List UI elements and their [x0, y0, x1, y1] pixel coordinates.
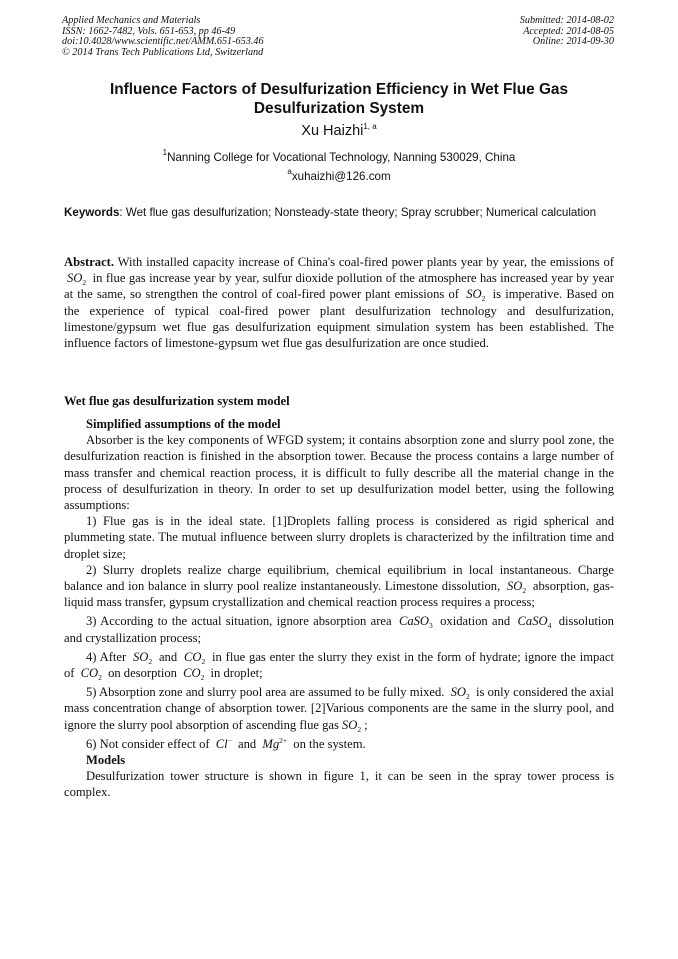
author [0, 123, 678, 139]
abstract [64, 254, 614, 351]
online-date: Online: 2014-09-30 [532, 36, 614, 48]
assumption-6: 6) Not consider effect of Cl− and $Mg^{2+}$ on the system. [86, 735, 366, 751]
assumption-4: 4) After $SO_2$ and $CO_2$ in flue gas enter the slurry they exist in the form of hydrate; ignore the impact of $CO_2$ on desorption $CO_2$ in droplet; [64, 649, 614, 683]
abstract-text-3: is imperative. Based on the experience of typical coal-fired power plant desulfurization technology and desulfurization, limestone/gypsum wet flue gas desulfurization equipment simulation system has been established. The influence factors of limestone-gypsum wet flue gas desulfurization are once studied. [64, 287, 614, 351]
assumption-3: 3) According to the actual situation, ignore absorption area CaSO$_3$ oxidation and CaSO$_4$ dissolution and crystallization process; [64, 614, 614, 645]
formula-so2: $SO_2$ [341, 717, 362, 734]
abstract-text-2: in flue gas increase year by year, sulfur dioxide pollution of the atmosphere has increased year by year at the same, so strengthen the control of coal-fired power plant emissions of [64, 271, 614, 302]
email [0, 167, 678, 183]
email-mark: a [287, 167, 292, 176]
assumption-2: 2) Slurry droplets realize charge equilibrium, chemical equilibrium in local instantaneous. Charge balance and ion balance in slurry pool realize instantaneously. Limestone dissolution, $SO_2$ absorption, gas-liquid mass transfer, gypsum crystallization and chemical reaction process requires a process; [64, 562, 614, 610]
section-body [64, 416, 614, 801]
accepted-date: Accepted: 2014-08-05 [523, 25, 614, 37]
abstract-label: Abstract. [64, 255, 115, 269]
keywords-text: : Wet flue gas desulfurization; Nonsteady-state theory; Spray scrubber; Numerical calculation [119, 206, 597, 219]
formula-caso3: CaSO$_3$ [398, 614, 433, 631]
doi-line: doi:10.4028/www.scientific.net/AMM.651-653.46 [62, 36, 264, 48]
formula-so2: $SO_2$ [67, 271, 87, 288]
affiliation-mark: 1 [162, 148, 168, 157]
formula-co2: $CO_2$ [80, 666, 102, 683]
copyright-line: © 2014 Trans Tech Publications Ltd, Switzerland [62, 46, 264, 58]
formula-so2: $SO_2$ [506, 579, 527, 596]
section-heading: Wet flue gas desulfurization system model [64, 394, 290, 408]
formula-caso4: CaSO$_4$ [517, 614, 552, 631]
keywords-label: Keywords [64, 206, 120, 219]
submitted-date: Submitted: 2014-08-02 [519, 15, 614, 26]
abstract-text-1: With installed capacity increase of China's coal-fired power plants year by year, the emissions of [114, 255, 614, 269]
formula-cl: Cl− [215, 735, 232, 751]
subsection-heading-models: Models [86, 753, 126, 768]
formula-so2: $SO_2$ [450, 685, 470, 702]
formula-co2: $CO_2$ [183, 649, 206, 666]
dates-info [520, 16, 614, 48]
subsection-heading-assumptions: Simplified assumptions of the model [86, 417, 281, 431]
journal-info [62, 16, 264, 58]
issn-line: ISSN: 1662-7482, Vols. 651-653, pp 46-49 [62, 25, 236, 37]
keywords [64, 205, 614, 220]
formula-so2: $SO_2$ [466, 287, 486, 304]
formula-co2: $CO_2$ [183, 666, 205, 683]
author-name: Xu Haizhi [301, 123, 364, 139]
paper-title: Influence Factors of Desulfurization Efficiency in Wet Flue Gas Desulfurization System [109, 81, 569, 117]
affiliation [0, 148, 678, 164]
assumption-5: 5) Absorption zone and slurry pool area are assumed to be fully mixed. $SO_2$ is only considered the axial mass concentration change of absorption tower. [2]Various components are the same in the slurry pool, and ignore the slurry pool absorption of ascending flue gas $SO_2$ ; [64, 685, 614, 734]
formula-so2: $SO_2$ [133, 649, 153, 666]
journal-name: Applied Mechanics and Materials [62, 15, 201, 26]
affiliation-text: Nanning College for Vocational Technology, Nanning 530029, China [167, 151, 516, 164]
formula-mg: $Mg^{2+}$ [262, 735, 288, 751]
author-marks: 1, a [363, 122, 377, 131]
models-paragraph: Desulfurization tower structure is shown in figure 1, it can be seen in the spray tower process is complex. [64, 769, 614, 800]
email-text: xuhaizhi@126.com [291, 170, 391, 183]
assumption-1: 1) Flue gas is in the ideal state. [1]Droplets falling process is considered as rigid spherical and plummeting state. The mutual influence between slurry droplets is characterized by the infiltration time and droplet size; [64, 514, 614, 561]
intro-paragraph: Absorber is the key components of WFGD system; it contains absorption zone and slurry pool zone, the desulfurization reaction is finished in the absorption tower. Because the process contains a large number of mass transfer and chemical reaction process, it is difficult to fully describe all the material change in the process of desulfurization in theory. In order to set up desulfurization model better, using the following assumptions: [64, 433, 614, 513]
